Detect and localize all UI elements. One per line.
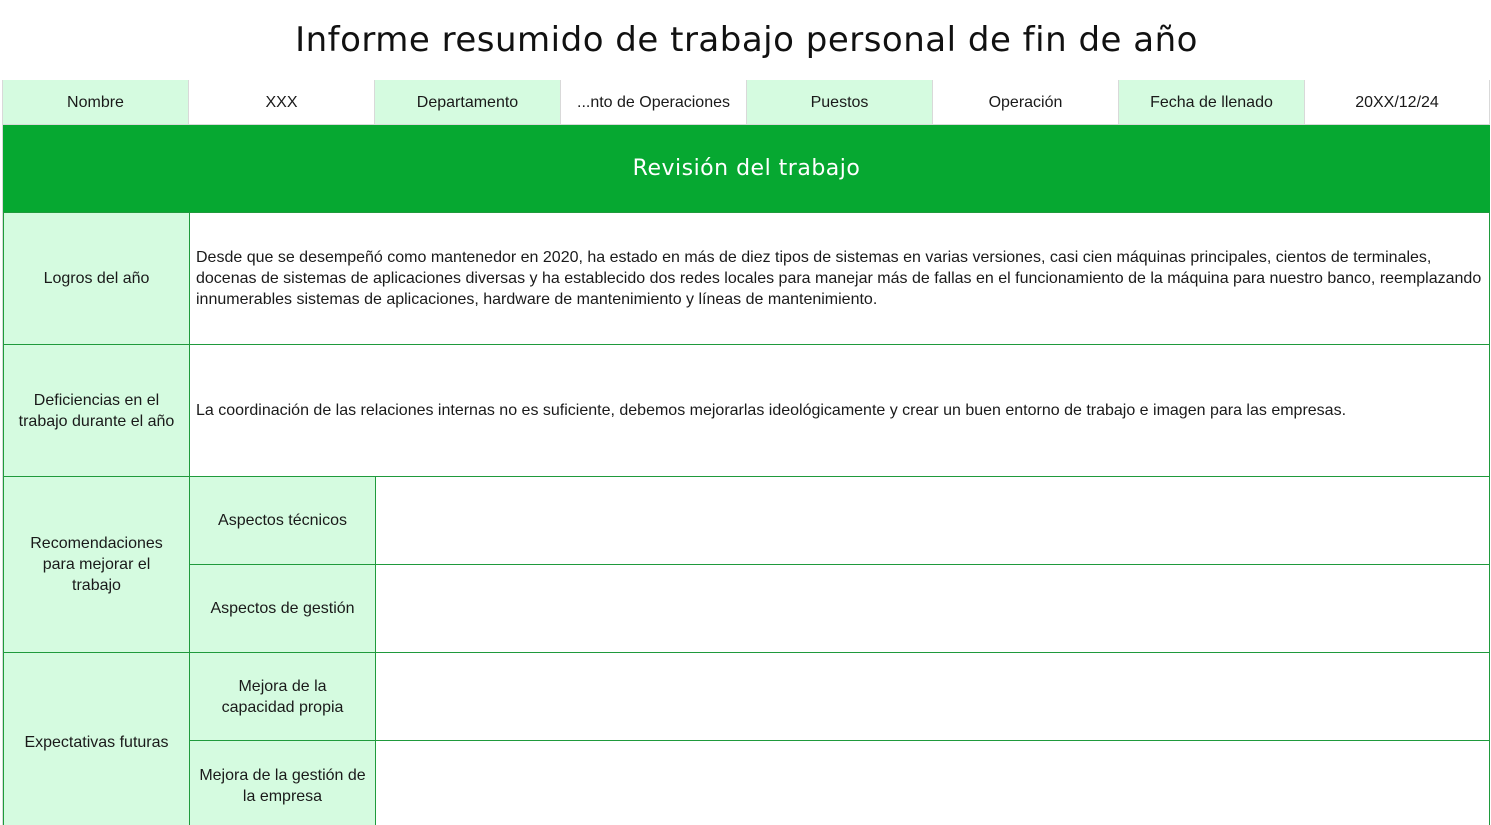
technical-aspects-value-cell[interactable] [375, 476, 1490, 565]
own-capacity-label-cell[interactable]: Mejora de la capacidad propia [189, 652, 376, 741]
company-management-value-cell[interactable] [375, 740, 1490, 825]
achievements-text-cell[interactable]: Desde que se desempeñó como mantenedor en 2020, ha estado en más de diez tipos de sistemas en varias versiones, casi cien máquinas principales, cientos de terminales, docenas de sistemas de aplicaciones diversas y ha establecido dos redes locales para manejar más de fallas en el funcionamiento de la máquina para nuestro banco, reemplazando innumerables sistemas de aplicaciones, hardware de mantenimiento y líneas de mantenimiento. [189, 212, 1490, 345]
date-label-cell[interactable]: Fecha de llenado [1119, 80, 1305, 125]
position-label-cell[interactable]: Puestos [747, 80, 933, 125]
technical-aspects-label-cell[interactable]: Aspectos técnicos [189, 476, 376, 565]
date-value-cell[interactable]: 20XX/12/24 [1305, 80, 1490, 125]
department-label-cell[interactable]: Departamento [375, 80, 561, 125]
own-capacity-value-cell[interactable] [375, 652, 1490, 741]
company-management-label-cell[interactable]: Mejora de la gestión de la empresa [189, 740, 376, 825]
recommendations-label-cell[interactable]: Recomendaciones para mejorar el trabajo [3, 476, 190, 653]
achievements-label-cell[interactable]: Logros del año [3, 212, 190, 345]
position-value-cell[interactable]: Operación [933, 80, 1119, 125]
deficiencies-label-cell[interactable]: Deficiencias en el trabajo durante el año [3, 344, 190, 477]
expectations-label-cell[interactable]: Expectativas futuras [3, 652, 190, 825]
report-title[interactable]: Informe resumido de trabajo personal de fin de año [3, 0, 1490, 81]
name-label-cell[interactable]: Nombre [3, 80, 189, 125]
management-aspects-label-cell[interactable]: Aspectos de gestión [189, 564, 376, 653]
section-banner[interactable]: Revisión del trabajo [3, 125, 1490, 212]
name-value-cell[interactable]: XXX [189, 80, 375, 125]
deficiencies-text-cell[interactable]: La coordinación de las relaciones internas no es suficiente, debemos mejorarlas ideológicamente y crear un buen entorno de trabajo e imagen para las empresas. [189, 344, 1490, 477]
department-value-cell[interactable]: ...nto de Operaciones [561, 80, 747, 125]
management-aspects-value-cell[interactable] [375, 564, 1490, 653]
